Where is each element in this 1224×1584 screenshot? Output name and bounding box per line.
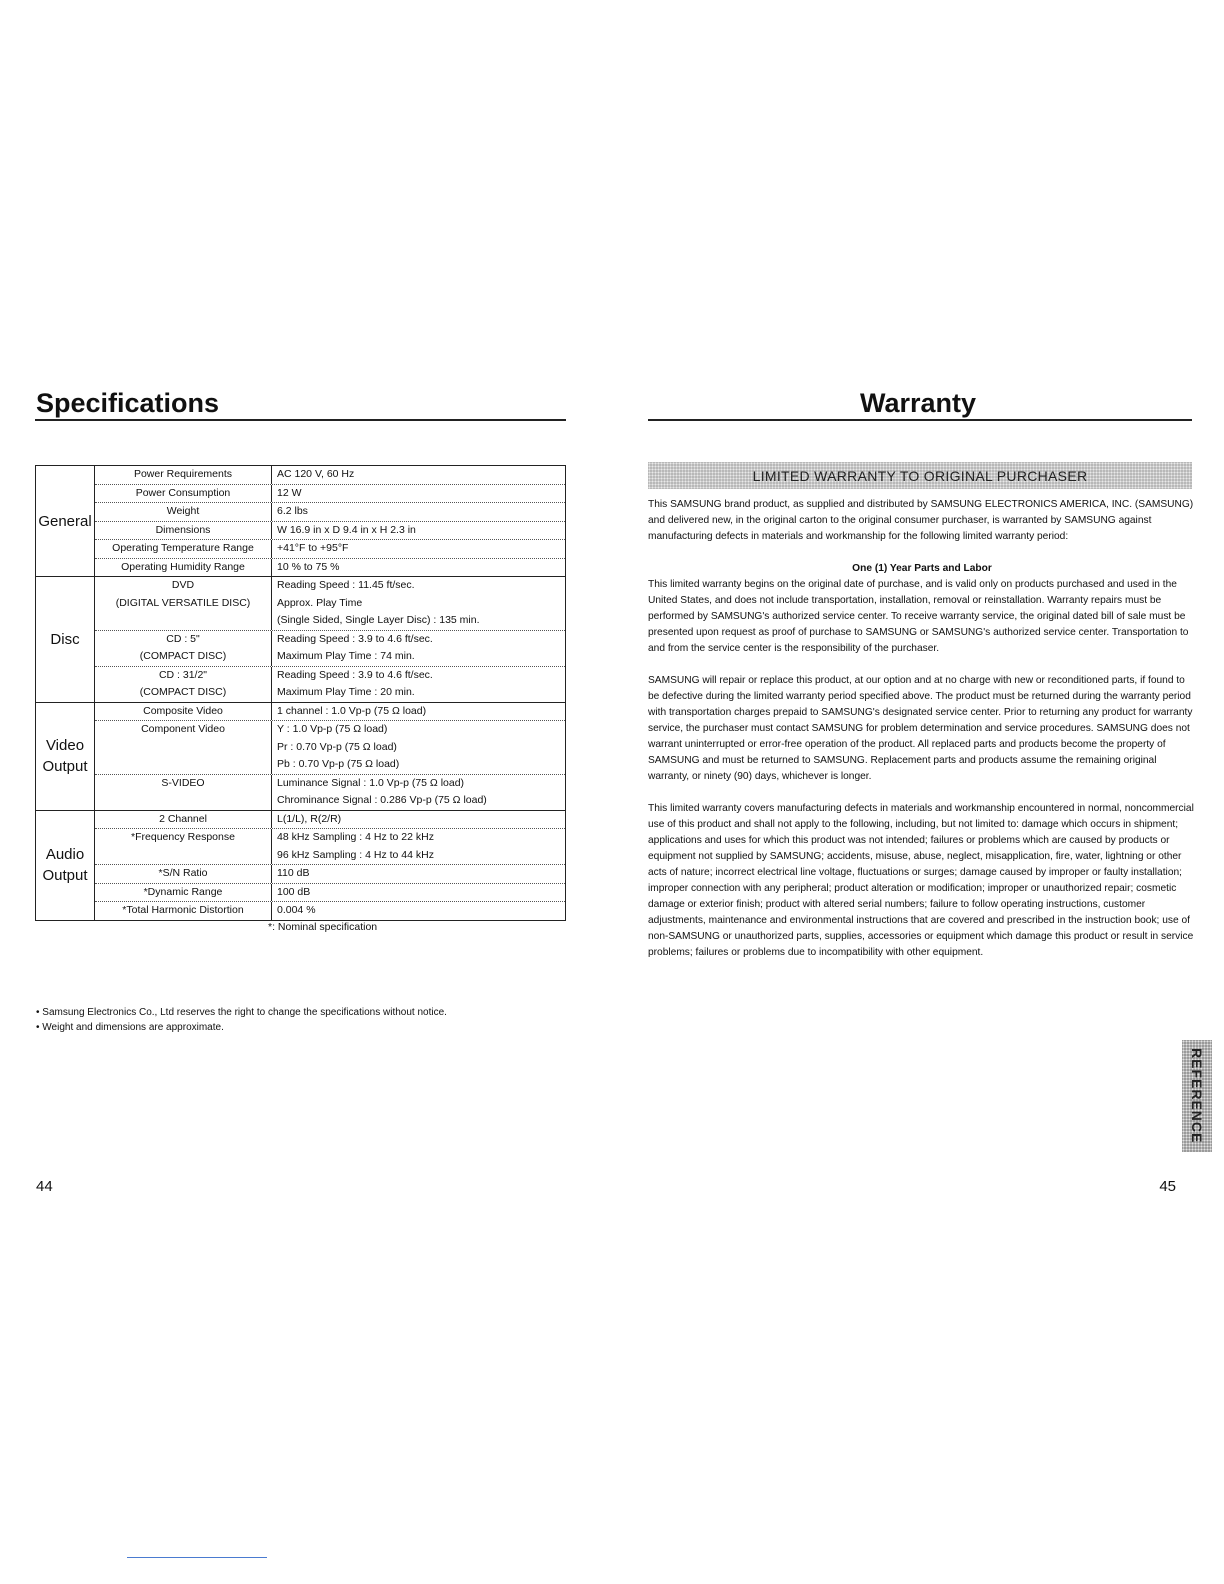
- page-title: Warranty: [859, 388, 977, 418]
- spec-item-line: S-VIDEO: [161, 776, 205, 789]
- spec-value-line: Pr : 0.70 Vp-p (75 Ω load): [277, 740, 397, 753]
- spec-item: [95, 721, 272, 774]
- spec-value-line: 100 dB: [277, 885, 311, 898]
- spec-group-name: Video Output: [36, 703, 95, 810]
- spec-item: [95, 865, 272, 883]
- spec-value: [272, 703, 565, 721]
- spec-item-line: (DIGITAL VERSATILE DISC): [115, 596, 251, 609]
- spec-row: [95, 558, 565, 577]
- spec-item-line: Power Requirements: [133, 468, 233, 480]
- spec-value-line: 12 W: [277, 486, 302, 499]
- spec-value-line: Reading Speed : 3.9 to 4.6 ft/sec.: [277, 632, 433, 645]
- spec-value-line: Y : 1.0 Vp-p (75 Ω load): [277, 723, 388, 735]
- spec-item: [95, 631, 272, 666]
- spec-row: [95, 502, 565, 521]
- spec-value-line: 10 % to 75 %: [277, 560, 340, 573]
- spec-value: [272, 775, 565, 810]
- spec-item-line: (COMPACT DISC): [139, 686, 227, 698]
- side-tab-label: REFERENCE: [1189, 1048, 1205, 1144]
- spec-row: [95, 703, 565, 721]
- warranty-paragraph: SAMSUNG will repair or replace this product, at our option and at no charge with new or reconditioned parts, if found to be defective during the limited warranty period specified above. The product must be returned during the warranty period with transportation charges prepaid to SAMSUNG's designated service center. Prior to returning any product for warranty service, the purchaser must contact SAMSUNG for problem determination and service procedures. SAMSUNG does not warrant uninterrupted or error-free operation of the product. All replaced parts and products become the property of SAMSUNG and must be returned to SAMSUNG. Replacement parts and products assume the remaining original warranty, or ninety (90) days, whichever is longer.: [648, 675, 1193, 782]
- warranty-body: [648, 497, 1196, 977]
- spec-row: [95, 577, 565, 630]
- page-number: 44: [36, 1178, 53, 1195]
- spec-value-line: Pb : 0.70 Vp-p (75 Ω load): [277, 758, 400, 770]
- spec-value-line: Reading Speed : 11.45 ft/sec.: [277, 579, 415, 591]
- spec-value-line: 110 dB: [277, 867, 310, 879]
- spec-item-line: (COMPACT DISC): [139, 650, 227, 662]
- spec-value: [272, 902, 565, 920]
- spec-item-line: 2 Channel: [159, 812, 207, 825]
- spec-group: [36, 702, 565, 810]
- spec-value-line: +41°F to +95°F: [277, 542, 349, 554]
- spec-value: [272, 811, 565, 829]
- spec-value: [272, 485, 565, 503]
- title-rule: [648, 419, 1192, 421]
- spec-value-line: 96 kHz Sampling : 4 Hz to 44 kHz: [277, 848, 434, 861]
- spec-item: [95, 503, 272, 521]
- right-page: [612, 0, 1224, 1584]
- warranty-banner: [648, 462, 1192, 489]
- spec-item-line: Component Video: [141, 723, 225, 735]
- spec-row: [95, 828, 565, 864]
- spec-value: [272, 577, 565, 630]
- spec-item-line: CD : 5": [166, 632, 200, 645]
- reference-side-tab: [1182, 1040, 1212, 1152]
- spec-item: [95, 559, 272, 577]
- spec-item-line: Operating Temperature Range: [112, 542, 254, 554]
- spec-value: [272, 667, 565, 702]
- spec-item-line: Power Consumption: [135, 486, 231, 499]
- spec-group-name: Disc: [36, 577, 95, 702]
- page-number: 45: [1159, 1178, 1176, 1195]
- spec-item: [95, 902, 272, 920]
- spec-row: [95, 521, 565, 540]
- spec-group: [36, 810, 565, 920]
- spec-row: [95, 539, 565, 558]
- spec-value-line: W 16.9 in x D 9.4 in x H 2.3 in: [277, 523, 416, 536]
- spec-value: [272, 540, 565, 558]
- spec-item: [95, 466, 272, 484]
- spec-value: [272, 631, 565, 666]
- spec-item-line: *Frequency Response: [131, 831, 235, 843]
- spec-item: [95, 884, 272, 902]
- warranty-paragraph: This limited warranty covers manufacturing defects in materials and workmanship encountered in normal, noncommercial use of this product and shall not apply to the following, including, but not limited to: damage which occurs in shipment; applications and uses for which this product was not intended; failures or problems which are caused by products or equipment not supplied by SAMSUNG; accidents, misuse, abuse, neglect, misapplication, fire, water, lightning or other acts of nature; incorrect electrical line voltage, fluctuations or surges; damage caused by improper or faulty installation; improper connection with any peripheral; product alteration or modification; improper or unauthorized repair; cosmetic damage or exterior finish; product with altered serial numbers; failure to follow operating instructions, customer adjustments, maintenance and environmental instructions that are covered and prescribed in the instruction book; use of non-SAMSUNG or unauthorized parts, supplies, accessories or equipment which damage this product or result in service problems; failures or problems due to incompatibility with other equipment.: [648, 803, 1194, 958]
- notes-list: [36, 1006, 447, 1035]
- spec-value-line: Luminance Signal : 1.0 Vp-p (75 Ω load): [277, 776, 465, 789]
- spec-value-line: 0.004 %: [277, 904, 316, 916]
- spec-row: [95, 720, 565, 774]
- spec-item-line: Weight: [166, 505, 200, 517]
- spec-value: [272, 466, 565, 484]
- spec-row: [95, 466, 565, 484]
- spec-value-line: 6.2 lbs: [277, 505, 308, 517]
- spec-row: [95, 484, 565, 503]
- spec-group-name: General: [36, 466, 95, 576]
- spec-row: [95, 811, 565, 829]
- warranty-banner-text: LIMITED WARRANTY TO ORIGINAL PURCHASER: [752, 467, 1088, 484]
- spec-value-line: Approx. Play Time: [277, 596, 363, 609]
- note-item: • Weight and dimensions are approximate.: [36, 1021, 447, 1036]
- spec-value-line: (Single Sided, Single Layer Disc) : 135 min.: [277, 614, 480, 626]
- spec-row: [95, 630, 565, 666]
- title-rule: [35, 419, 566, 421]
- spec-row: [95, 883, 565, 902]
- specifications-table: [35, 465, 566, 921]
- warranty-paragraph: This SAMSUNG brand product, as supplied and distributed by SAMSUNG ELECTRONICS AMERICA, INC. (SAMSUNG) and delivered new, in the original carton to the original consumer purchaser, is warranted by SAMSUNG against manufacturing defects in materials and workmanship for the following limited warranty period:: [648, 499, 1194, 542]
- nominal-note: *: Nominal specification: [268, 921, 378, 933]
- footer-line: [127, 1557, 267, 1558]
- spec-item-line: Dimensions: [155, 523, 211, 536]
- spec-value-line: Maximum Play Time : 74 min.: [277, 650, 415, 662]
- spec-value-line: Maximum Play Time : 20 min.: [277, 686, 415, 698]
- spec-item: [95, 811, 272, 829]
- spec-value: [272, 559, 565, 577]
- spec-item-line: *S/N Ratio: [158, 867, 208, 879]
- spec-item: [95, 577, 272, 630]
- spec-row: [95, 864, 565, 883]
- spec-value: [272, 522, 565, 540]
- spec-value-line: AC 120 V, 60 Hz: [277, 468, 355, 480]
- spec-value: [272, 721, 565, 774]
- spec-value-line: 1 channel : 1.0 Vp-p (75 Ω load): [277, 704, 427, 717]
- spec-row: [95, 774, 565, 810]
- spec-item-line: DVD: [171, 579, 195, 591]
- spec-value: [272, 865, 565, 883]
- spec-group: [36, 466, 565, 576]
- spec-value-line: L(1/L), R(2/R): [277, 812, 342, 825]
- spec-value-line: Chrominance Signal : 0.286 Vp-p (75 Ω load): [277, 794, 487, 806]
- spec-item-line: Composite Video: [143, 704, 223, 717]
- spec-value: [272, 829, 565, 864]
- warranty-subheading: One (1) Year Parts and Labor: [852, 563, 992, 574]
- spec-group: [36, 576, 565, 702]
- warranty-paragraph: This limited warranty begins on the original date of purchase, and is valid only on products purchased and used in the United States, and does not include transportation, installation, removal or reinstallation. Warranty repairs must be performed by SAMSUNG's authorized service center. To receive warranty service, the original dated bill of sale must be presented upon request as proof of purchase to SAMSUNG or SAMSUNG's authorized service center. Transportation to and from the service center is the responsibility of the purchaser.: [648, 579, 1189, 654]
- spec-item: [95, 703, 272, 721]
- spec-group-name: Audio Output: [36, 811, 95, 920]
- spec-item-line: Operating Humidity Range: [121, 560, 245, 573]
- spec-row: [95, 666, 565, 702]
- spec-item: [95, 485, 272, 503]
- spec-item-line: *Dynamic Range: [143, 885, 223, 898]
- spec-item: [95, 667, 272, 702]
- spec-item: [95, 522, 272, 540]
- note-item: • Samsung Electronics Co., Ltd reserves the right to change the specifications without notice.: [36, 1006, 447, 1021]
- spec-row: [95, 901, 565, 920]
- spec-item: [95, 540, 272, 558]
- spec-item: [95, 775, 272, 810]
- spec-item: [95, 829, 272, 864]
- spec-value-line: 48 kHz Sampling : 4 Hz to 22 kHz: [277, 831, 434, 843]
- spec-value: [272, 884, 565, 902]
- spec-value: [272, 503, 565, 521]
- spec-item-line: *Total Harmonic Distortion: [122, 904, 244, 916]
- page-title: Specifications: [36, 388, 220, 418]
- spec-value-line: Reading Speed : 3.9 to 4.6 ft/sec.: [277, 668, 433, 681]
- spec-item-line: CD : 31/2": [158, 668, 208, 681]
